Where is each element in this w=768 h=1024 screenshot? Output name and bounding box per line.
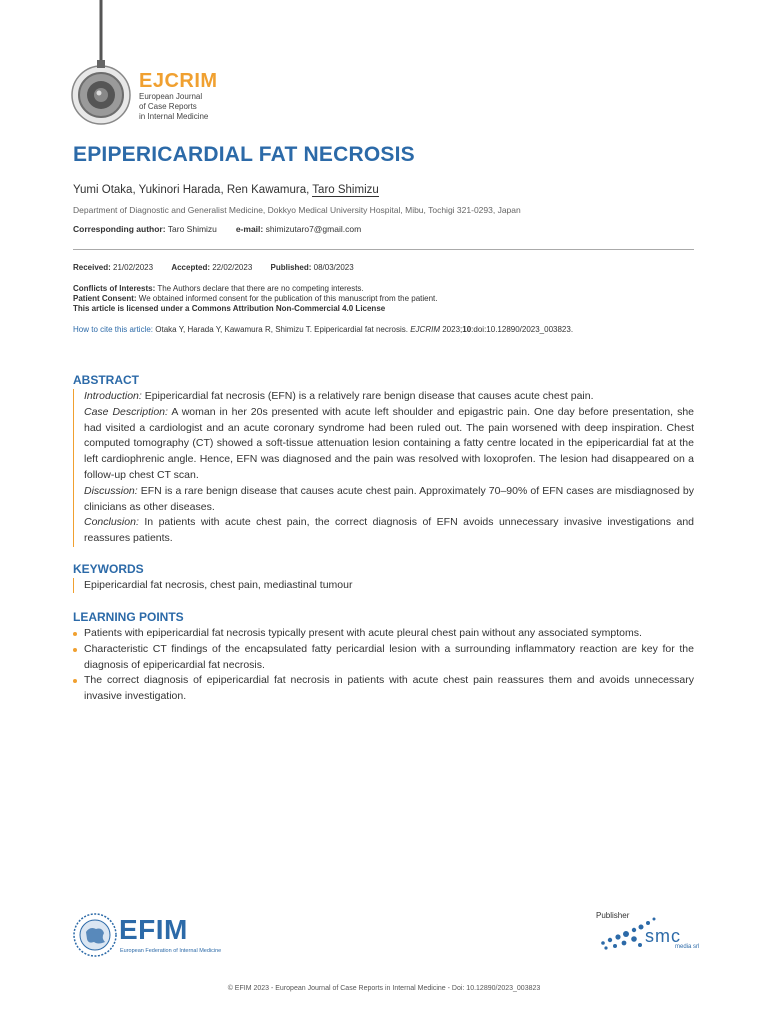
- list-item: The correct diagnosis of epipericardial fat necrosis in patients with acute chest pain reassures them and avoids unnecessary invasive investigation.: [73, 673, 694, 705]
- list-item: Patients with epipericardial fat necrosis typically present with acute pleural chest pain without any associated symptoms.: [73, 626, 694, 642]
- cite-doi: :doi:10.12890/2023_003823.: [471, 325, 574, 334]
- journal-name-line: in Internal Medicine: [139, 112, 209, 121]
- corresponding-info: [73, 224, 361, 234]
- abstract-conclusion: [84, 515, 694, 547]
- author-list: [73, 184, 379, 196]
- abstract-introduction: [84, 389, 694, 405]
- published-label: Published:: [270, 263, 312, 272]
- case-text: A woman in her 20s presented with acute left shoulder and epigastric pain. One day before presentation, she had visited a cardiologist and an acute coronary syndrome had been ruled out. The pain worsened with deep inspiration. Chest computed tomography (CT) showed a soft-tissue attenuation lesion containing a fatty centre located in the epipericardial fat at the left cardiophrenic angle. Hence, EFN was diagnosed and the pain was resolved with loxoprofen. The lesion had disappeared on a follow-up chest CT scan.: [84, 405, 694, 481]
- article-title: EPIPERICARDIAL FAT NECROSIS: [73, 143, 415, 166]
- learning-points-list: [73, 626, 694, 705]
- smc-subtitle: media srl: [675, 944, 700, 950]
- received-label: Received:: [73, 263, 111, 272]
- cite-journal: EJCRIM: [410, 325, 440, 334]
- abstract-discussion: [84, 484, 694, 516]
- efim-subtitle: European Federation of Internal Medicine: [120, 948, 222, 954]
- abstract-body: [73, 389, 694, 547]
- article-dates: [73, 263, 354, 272]
- conflicts-line: [73, 284, 713, 294]
- conflicts-text: The Authors declare that there are no competing interests.: [157, 284, 364, 293]
- accepted-date: 22/02/2023: [212, 263, 253, 272]
- license-text[interactable]: This article is licensed under a Commons Attribution Non-Commercial 4.0 License: [73, 304, 386, 313]
- learning-points-heading: LEARNING POINTS: [73, 610, 184, 624]
- globe-icon: [72, 912, 118, 958]
- journal-name-line: of Case Reports: [139, 102, 197, 111]
- license-line[interactable]: [73, 304, 713, 314]
- abstract-heading: ABSTRACT: [73, 373, 139, 387]
- received-date: 21/02/2023: [113, 263, 154, 272]
- corresponding-author-link[interactable]: Taro Shimizu: [312, 184, 379, 196]
- cite-year: 2023;: [442, 325, 463, 334]
- keywords-text: Epipericardial fat necrosis, chest pain, mediastinal tumour: [73, 578, 694, 593]
- intro-label: Introduction:: [84, 390, 142, 402]
- journal-abbr: EJCRIM: [139, 70, 218, 92]
- cite-volume: 10: [462, 325, 472, 334]
- journal-name-line: European Journal: [139, 92, 203, 101]
- consent-line: [73, 294, 713, 304]
- authors-plain: Yumi Otaka, Yukinori Harada, Ren Kawamura,: [73, 184, 313, 196]
- email-link[interactable]: shimizutaro7@gmail.com: [265, 224, 362, 234]
- affiliation: Department of Diagnostic and Generalist Medicine, Dokkyo Medical University Hospital, Mibu, Tochigi 321-0293, Japan: [73, 205, 521, 215]
- efim-wordmark: EFIM: [119, 914, 188, 945]
- article-meta: [73, 284, 713, 314]
- how-to-cite: [73, 325, 723, 334]
- intro-text: Epipericardial fat necrosis (EFN) is a relatively rare benign disease that causes acute chest pain.: [144, 390, 594, 402]
- copyright-footer: © EFIM 2023 - European Journal of Case Reports in Internal Medicine - Doi: 10.12890/2023_003823: [227, 985, 541, 992]
- cite-text: Otaka Y, Harada Y, Kawamura R, Shimizu T. Epipericardial fat necrosis.: [155, 325, 408, 334]
- consent-text: We obtained informed consent for the publication of this manuscript from the patient.: [138, 294, 438, 303]
- cite-label[interactable]: How to cite this article:: [73, 325, 154, 334]
- email-label: e-mail:: [235, 224, 264, 234]
- smc-wordmark: smc: [645, 926, 681, 946]
- publisher-label: Publisher: [596, 911, 630, 920]
- accepted-label: Accepted:: [171, 263, 210, 272]
- discussion-label: Discussion:: [84, 484, 138, 497]
- published-date: 08/03/2023: [313, 263, 354, 272]
- conclusion-text: In patients with acute chest pain, the correct diagnosis of EFN avoids unnecessary invasive investigations and reassures patients.: [84, 516, 695, 545]
- corresponding-name: Taro Shimizu: [167, 224, 217, 234]
- corresponding-label: Corresponding author:: [73, 224, 166, 234]
- keywords-heading: KEYWORDS: [73, 562, 144, 576]
- consent-label: Patient Consent:: [73, 294, 137, 303]
- conclusion-label: Conclusion:: [84, 516, 139, 529]
- conflicts-label: Conflicts of Interests:: [73, 284, 156, 293]
- discussion-text: EFN is a rare benign disease that causes acute chest pain. Approximately 70–90% of EFN cases are misdiagnosed by clinicians as other diseases.: [84, 484, 694, 513]
- divider: [73, 249, 694, 250]
- abstract-case: [84, 405, 694, 484]
- case-label: Case Description:: [84, 405, 168, 418]
- journal-name: [139, 92, 239, 122]
- list-item: Characteristic CT findings of the encapsulated fatty pericardial lesion with a surrounding inflammatory reaction are key for the diagnosis of epipericardial fat necrosis.: [73, 642, 694, 674]
